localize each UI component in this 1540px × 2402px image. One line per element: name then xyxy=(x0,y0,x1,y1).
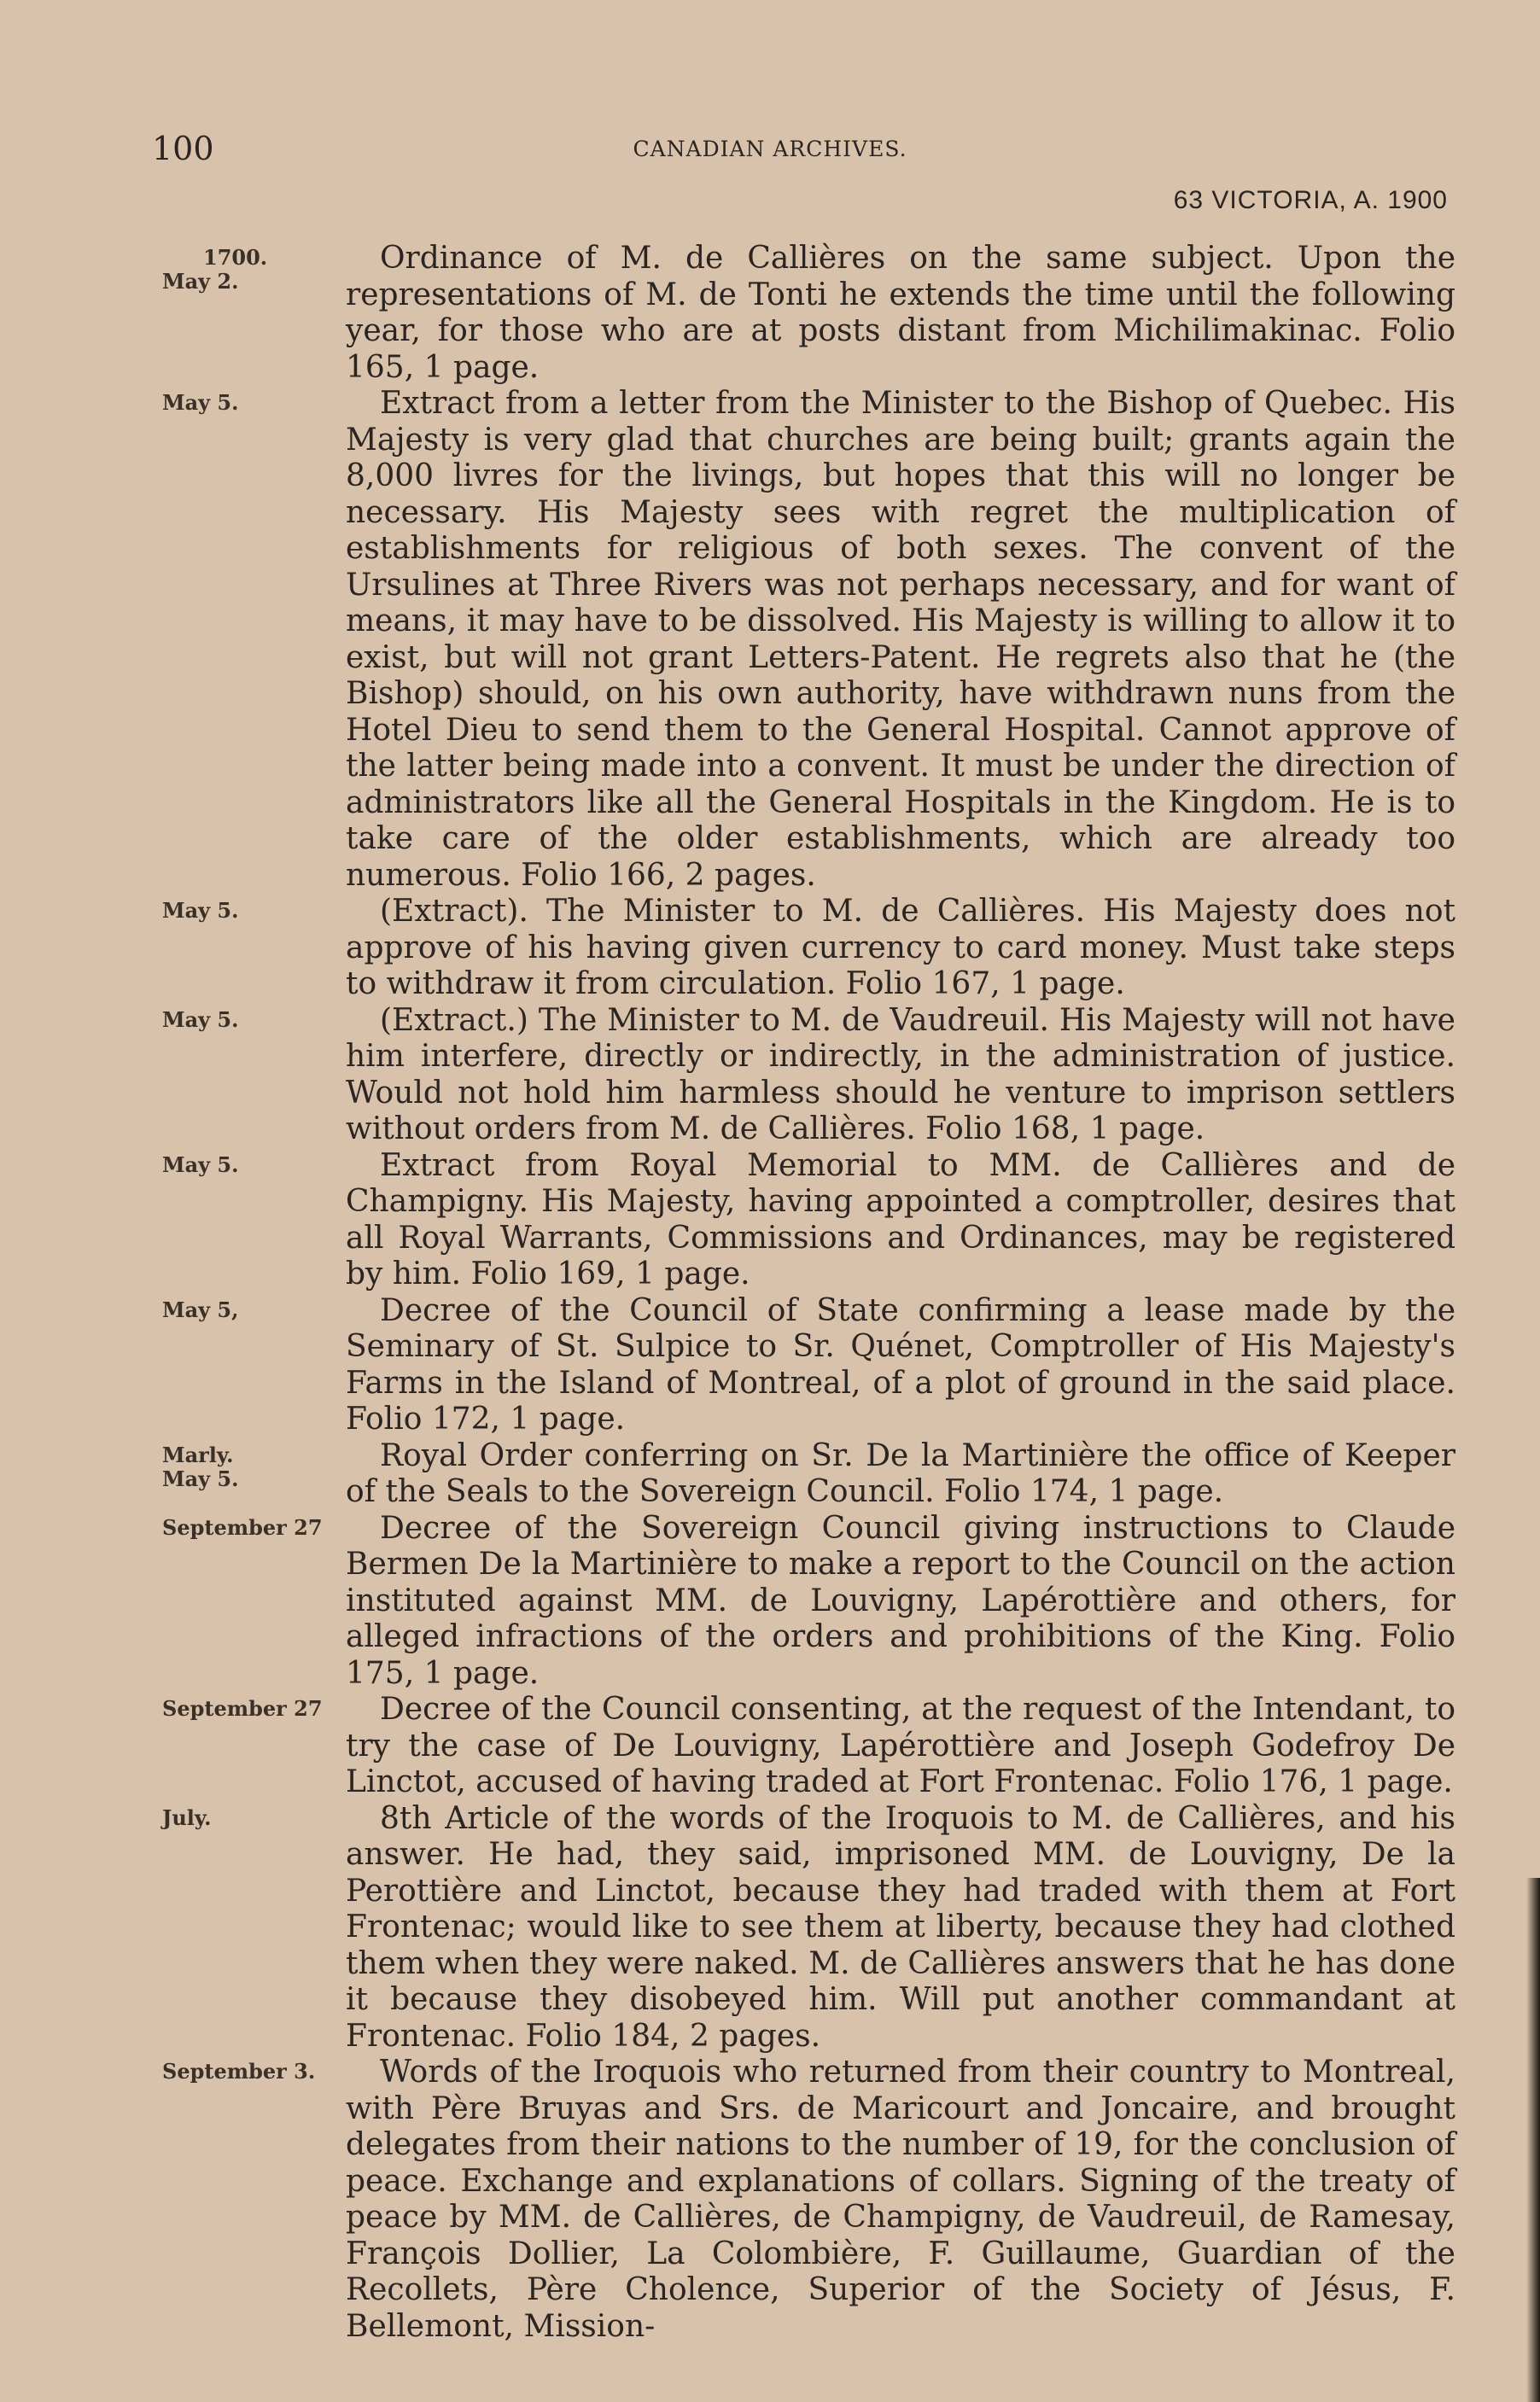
running-title: CANADIAN ARCHIVES. xyxy=(633,137,907,161)
entry-text: (Extract). The Minister to M. de Callières. His Majesty does not approve of his having given currency to card money. Must take steps to withdraw it from circulation. Folio 167, 1 page. xyxy=(346,894,1455,1001)
entry-day: May 5. xyxy=(162,1466,239,1491)
entry xyxy=(0,386,1540,894)
entry xyxy=(0,894,1540,1003)
entry xyxy=(0,1438,1540,1511)
entry xyxy=(0,1692,1540,1801)
entry xyxy=(0,1801,1540,2055)
entry-text: Extract from a letter from the Minister to the Bishop of Quebec. His Majesty is very glad that churches are being built; grants again the 8,000 livres for the livings, but hopes that this will no longer be necessary. His Majesty sees with regret the multiplication of establishments for religious of both sexes. The convent of the Ursulines at Three Rivers was not perhaps necessary, and for want of means, it may have to be dissolved. His Majesty is willing to allow it to exist, but will not grant Letters-Patent. He regrets also that he (the Bishop) should, on his own authority, have withdrawn nuns from the Hotel Dieu to send them to the General Hospital. Cannot approve of the latter being made into a convent. It must be under the direction of administrators like all the General Hospitals in the Kingdom. He is to take care of the older establishments, which are already too numerous. Folio 166, 2 pages. xyxy=(346,386,1455,893)
entry-text: Decree of the Sovereign Council giving instructions to Claude Bermen De la Martinière to make a report to the Council on the action instituted against MM. de Louvigny, Lapérottière and others, for alleged infractions of the orders and prohibitions of the King. Folio 175, 1 page. xyxy=(346,1510,1455,1691)
entry xyxy=(0,241,1540,386)
entry-date xyxy=(162,1443,346,1491)
entry-text: Royal Order conferring on Sr. De la Martinière the office of Keeper of the Seals to the Sovereign Council. Folio 174, 1 page. xyxy=(346,1437,1455,1509)
entry-day: May 2. xyxy=(162,269,239,294)
calendar-entries xyxy=(0,241,1540,2345)
entry-place: Marly. xyxy=(162,1442,234,1467)
entry xyxy=(0,1293,1540,1438)
entry-year: 1700. xyxy=(203,245,268,270)
entry-text: Words of the Iroquois who returned from their country to Montreal, with Père Bruyas and Srs. de Maricourt and Joncaire, and brought delegates from their nations to the number of 19, for the conclusion of peace. Exchange and explanations of collars. Signing of the treaty of peace by MM. de Callières, de Champigny, de Vaudreuil, de Ramesay, François Dollier, La Colombière, F. Guillaume, Guardian of the Recollets, Père Cholence, Superior of the Society of Jésus, F. Bellemont, Mission- xyxy=(346,2055,1455,2344)
entry-text: Decree of the Council consenting, at the request of the Intendant, to try the case of De Louvigny, Lapérottière and Joseph Godefroy De Linctot, accused of having traded at Fort Frontenac. Folio 176, 1 page. xyxy=(346,1692,1455,1799)
entry xyxy=(0,1003,1540,1148)
entry-text: Decree of the Council of State confirming a lease made by the Seminary of St. Sulpice to Sr. Quénet, Comptroller of His Majesty's Farms in the Island of Montreal, of a plot of ground in the said place. Folio 172, 1 page. xyxy=(346,1292,1455,1437)
entry-text: (Extract.) The Minister to M. de Vaudreuil. His Majesty will not have him interfere, directly or indirectly, in the administration of justice. Would not hold him harmless should he venture to imprison settlers without orders from M. de Callières. Folio 168, 1 page. xyxy=(346,1002,1455,1146)
page-number: 100 xyxy=(152,130,214,167)
entry xyxy=(0,1511,1540,1693)
entry-text: Ordinance of M. de Callières on the same subject. Upon the representations of M. de Tonti he extends the time until the following year, for those who are at posts distant from Michilimakinac. Folio 165, 1 page. xyxy=(346,241,1455,385)
entry-date: May 5. xyxy=(162,1006,239,1032)
entry-text: 8th Article of the words of the Iroquois to M. de Callières, and his answer. He had, they said, imprisoned MM. de Louvigny, De la Perottière and Linctot, because they had traded with them at Fort Frontenac; would like to see them at liberty, because they had clothed them when they were naked. M. de Callières answers that he has done it because they disobeyed him. Will put another commandant at Frontenac. Folio 184, 2 pages. xyxy=(346,1800,1455,2054)
entry xyxy=(0,2055,1540,2345)
entry-date: May 5, xyxy=(162,1297,239,1322)
entry-date: September 27 xyxy=(162,1514,323,1540)
entry-date xyxy=(162,246,346,294)
entry-date: May 5. xyxy=(162,898,239,923)
running-subtitle: 63 VICTORIA, A. 1900 xyxy=(1173,186,1448,214)
entry-date: July. xyxy=(162,1804,212,1830)
entry-date: May 5. xyxy=(162,1151,239,1177)
entry-date: May 5. xyxy=(162,390,239,415)
entry-date: September 27 xyxy=(162,1696,323,1721)
entry-date: September 3. xyxy=(162,2059,316,2084)
entry xyxy=(0,1148,1540,1293)
entry-text: Extract from Royal Memorial to MM. de Callières and de Champigny. His Majesty, having appointed a comptroller, desires that all Royal Warrants, Commissions and Ordinances, may be registered by him. Folio 169, 1 page. xyxy=(346,1147,1455,1291)
